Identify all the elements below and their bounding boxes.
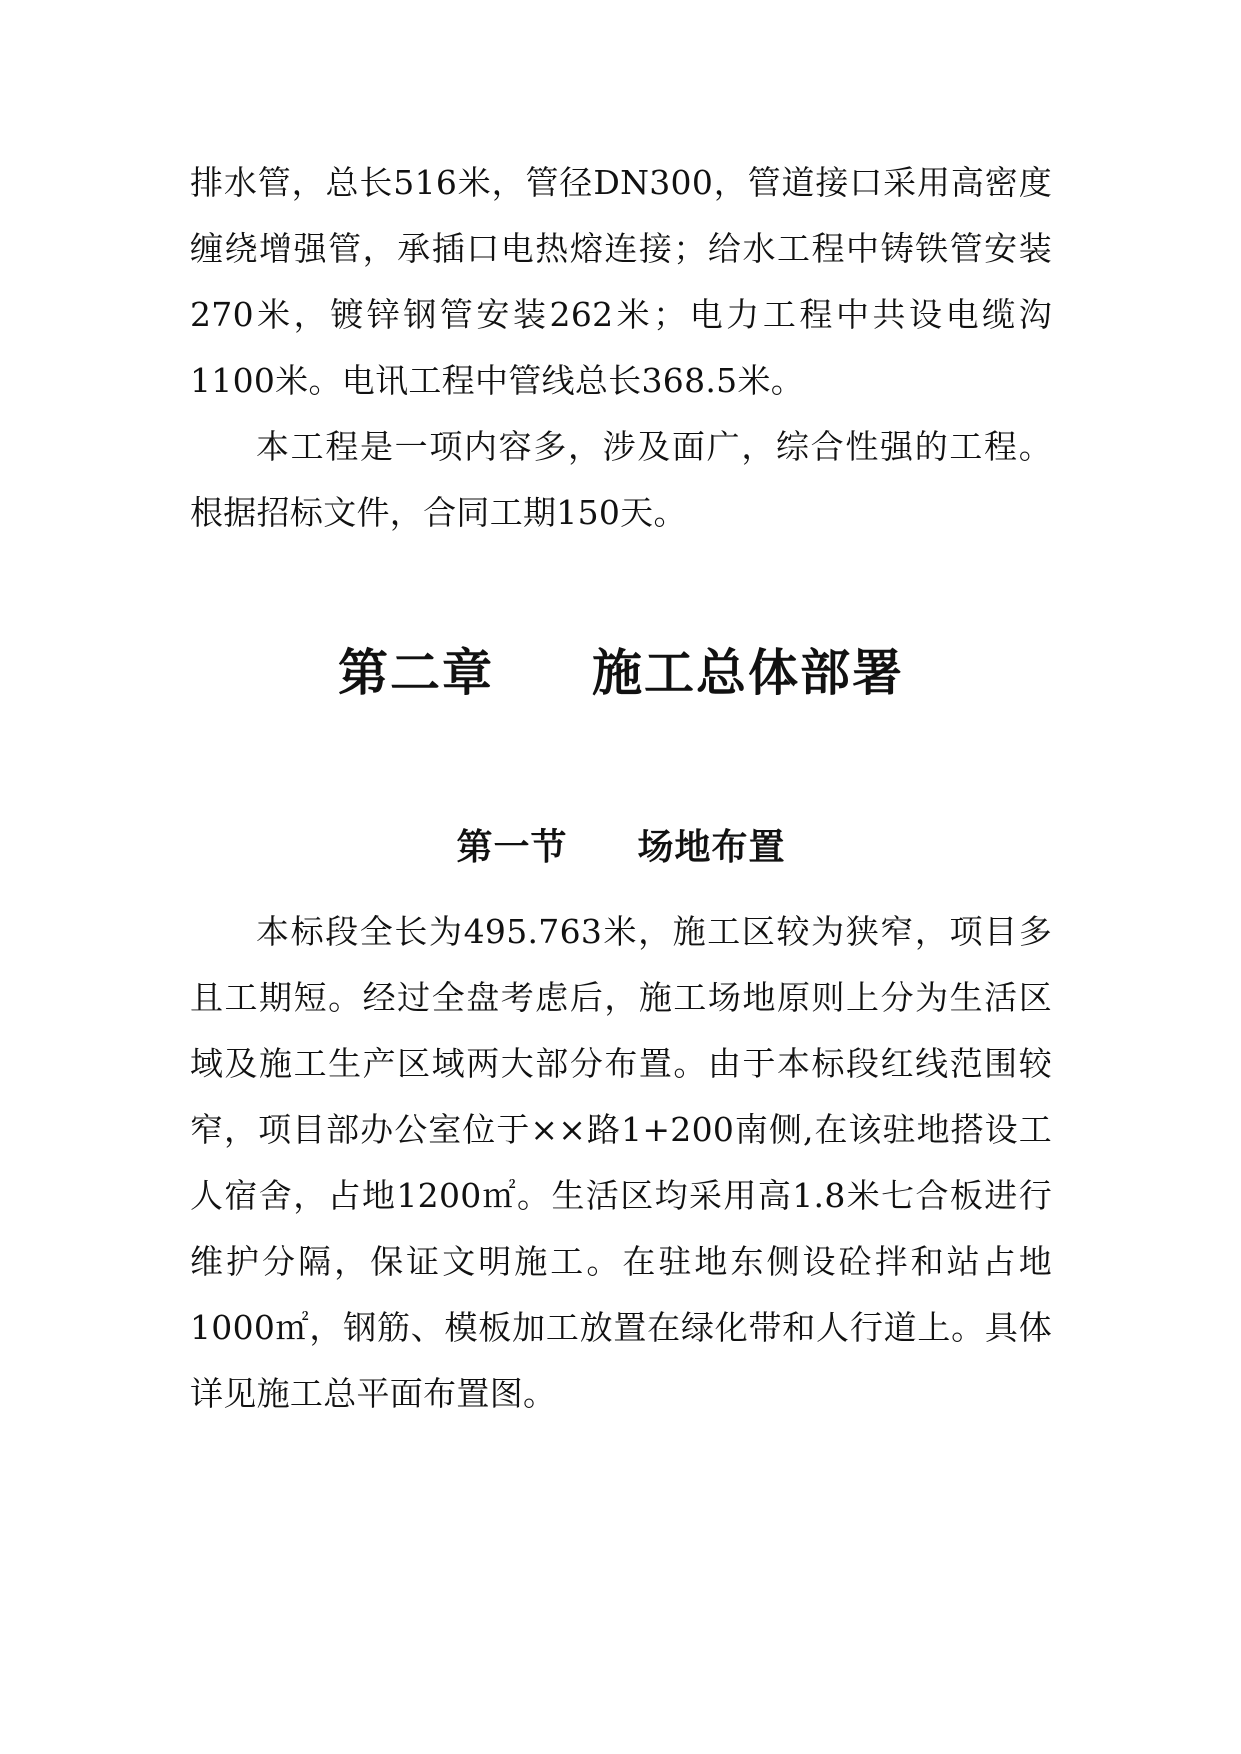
chapter-heading	[190, 618, 1052, 728]
chapter-title: 施工总体部署	[592, 644, 904, 702]
section-heading	[190, 813, 1052, 883]
page-content	[190, 150, 1052, 1427]
section-number: 第一节	[456, 827, 568, 868]
site-layout-text-part2: 生活区均采用高1.8米七合板进行维护分隔，保证文明施工。在驻地东侧设砼拌和站占地1000㎡，钢筋、模板加工放置在绿化带和人行道上。具体详见施工总平面布置图。	[190, 1176, 1052, 1413]
chapter-number: 第二章	[338, 644, 494, 702]
site-layout-text-part1: 本标段全长为495.763米，施工区较为狭窄，项目多且工期短。经过全盘考虑后，施工场地原则上分为生活区域及施工生产区域两大部分布置。由于本标段红线范围较窄，项目部办公室位于××路1+200南侧,在该驻地搭设工人宿舍，占地1200㎡。	[190, 912, 1052, 1215]
body-paragraph-pipeline-summary: 排水管，总长516米，管径DN300，管道接口采用高密度缠绕增强管，承插口电热熔连接；给水工程中铸铁管安装270米，镀锌钢管安装262米；电力工程中共设电缆沟1100米。电讯工程中管线总长368.5米。	[190, 163, 1052, 400]
body-paragraph-project-intro: 本工程是一项内容多，涉及面广，综合性强的工程。根据招标文件，合同工期150天。	[190, 427, 1052, 532]
section-title: 场地布置	[637, 827, 786, 868]
body-paragraph-site-layout	[190, 899, 1052, 1427]
